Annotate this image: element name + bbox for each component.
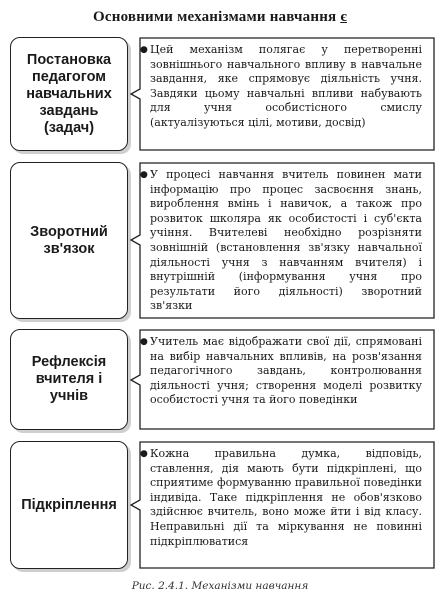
diagram-title: Основними механізмами навчання є	[93, 9, 347, 25]
bullet-icon: ●	[140, 337, 148, 347]
mechanism-label: Рефлексія вчителя і учнів	[31, 354, 107, 404]
mechanism-row	[10, 441, 434, 569]
mechanism-label-box	[10, 37, 128, 151]
bullet-icon: ●	[140, 449, 148, 459]
mechanism-description: ● У процесі навчання вчитель повинен мати інформацію про процес засвоєння знань, вироблення вмінь і навичок, а також про розвиток школяра як особистості і суб'єкта учіння. Вчителеві необхідно розрізняти зовнішній (встановлення зв'язку навчальної діяльності учня з навчанням вчителя) і внутрішній (інформування учня про результати його діяльності) зворотний зв'язки	[140, 168, 422, 315]
mechanism-row	[10, 37, 434, 151]
description-arrow-box	[130, 441, 436, 569]
mechanism-label-box	[10, 441, 128, 569]
mechanism-label-box	[10, 162, 128, 319]
mechanism-description: ● Учитель має відображати свої дії, спрямовані на вибір навчальних впливів, на розв'язання педагогічного завдань, контролювання діяльності учня; створення моделі розвитку особистості учня та його поведінки	[140, 335, 422, 426]
mechanism-row	[10, 162, 434, 319]
figure-caption: Рис. 2.4.1. Механізми навчання	[131, 580, 309, 592]
mechanism-label-box	[10, 329, 128, 430]
mechanism-description: ● Цей механізм полягає у перетворенні зовнішнього навчального впливу в навчальне завдання, яке спрямовує діяльність учня. Завдяки цьому навчальні впливи набувають для учня особистісного смислу (актуалізуються цілі, мотиви, досвід)	[140, 43, 422, 147]
title-underlined-word: є	[340, 9, 347, 25]
description-arrow-box	[130, 37, 436, 151]
mechanism-label: Постановка педагогом навчальних завдань (задач)	[26, 51, 112, 136]
mechanism-label: Підкріплення	[21, 496, 117, 513]
description-arrow-box	[130, 329, 436, 430]
mechanism-row	[10, 329, 434, 430]
mechanism-description: ● Кожна правильна думка, відповідь, ставлення, дія мають бути підкріплені, що сприятиме формуванню правильної поведінки індивіда. Таке підкріплення не обов'язково здійснює вчитель, воно може йти і від класу. Неправильні дії та міркування не повинні підкріплюватися	[140, 447, 422, 565]
bullet-icon: ●	[140, 45, 148, 55]
description-arrow-box	[130, 162, 436, 319]
bullet-icon: ●	[140, 170, 148, 180]
mechanism-label: Зворотний зв'язок	[30, 223, 108, 257]
